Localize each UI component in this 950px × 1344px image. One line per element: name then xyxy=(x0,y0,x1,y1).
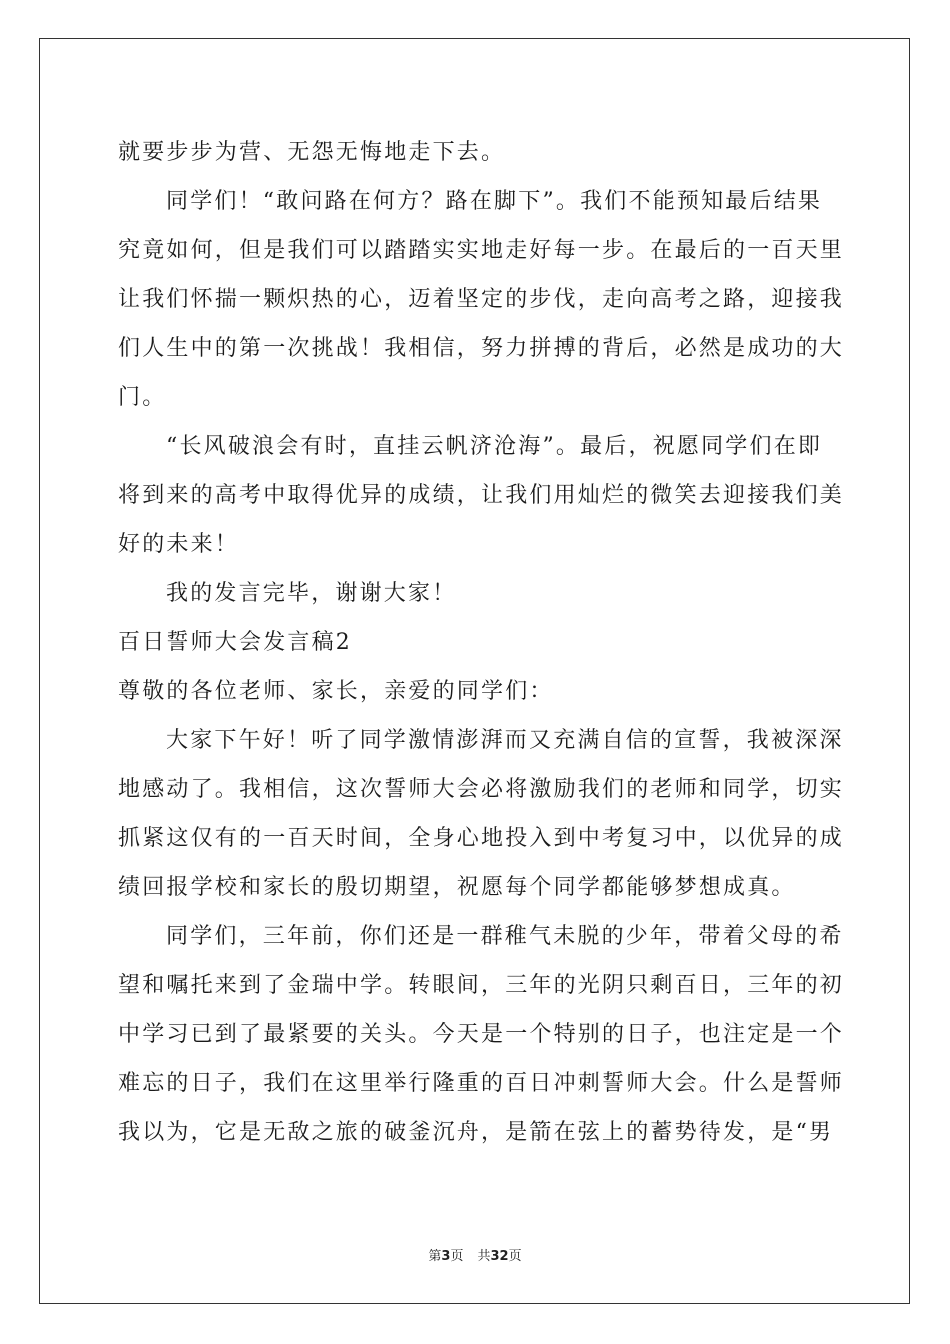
text-line-2: 同学们！“敢问路在何方？路在脚下”。我们不能预知最后结果 xyxy=(166,189,823,214)
text-line-21: 我以为，它是无敌之旅的破釜沉舟，是箭在弦上的蓄势待发，是“男 xyxy=(118,1120,834,1145)
text-line-7: “长风破浪会有时，直挂云帆济沧海”。最后，祝愿同学们在即 xyxy=(166,434,823,459)
text-line-3: 究竟如何，但是我们可以踏踏实实地走好每一步。在最后的一百天里 xyxy=(118,238,845,263)
page-footer xyxy=(0,1245,950,1264)
text-line-20: 难忘的日子，我们在这里举行隆重的百日冲刺誓师大会。什么是誓师 xyxy=(118,1071,845,1096)
document-body xyxy=(118,128,845,1157)
text-line-18: 望和嘱托来到了金瑞中学。转眼间，三年的光阴只剩百日，三年的初 xyxy=(118,973,845,998)
text-line-10: 我的发言完毕，谢谢大家！ xyxy=(166,581,457,606)
text-line-4: 让我们怀揣一颗炽热的心，迈着坚定的步伐，走向高考之路，迎接我 xyxy=(118,287,845,312)
text-line-5: 们人生中的第一次挑战！我相信，努力拼搏的背后，必然是成功的大 xyxy=(118,336,845,361)
page-suffix: 页 xyxy=(450,1249,464,1264)
total-prefix: 共 xyxy=(477,1249,491,1264)
text-line-8: 将到来的高考中取得优异的成绩，让我们用灿烂的微笑去迎接我们美 xyxy=(118,483,845,508)
text-line-14: 地感动了。我相信，这次誓师大会必将激励我们的老师和同学，切实 xyxy=(118,777,845,802)
page-prefix: 第 xyxy=(428,1249,442,1264)
salutation: 尊敬的各位老师、家长，亲爱的同学们： xyxy=(118,679,554,704)
text-line-16: 绩回报学校和家长的殷切期望，祝愿每个同学都能够梦想成真。 xyxy=(118,875,796,900)
total-pages: 32 xyxy=(490,1249,509,1264)
text-line-15: 抓紧这仅有的一百天时间，全身心地投入到中考复习中，以优异的成 xyxy=(118,826,845,851)
text-line-9: 好的未来！ xyxy=(118,532,240,557)
text-line-1: 就要步步为营、无怨无悔地走下去。 xyxy=(118,140,506,165)
section-heading: 百日誓师大会发言稿2 xyxy=(118,630,352,655)
text-line-13: 大家下午好！听了同学激情澎湃而又充满自信的宣誓，我被深深 xyxy=(166,728,844,753)
page-number: 3 xyxy=(441,1249,451,1264)
total-suffix: 页 xyxy=(508,1249,522,1264)
text-line-19: 中学习已到了最紧要的关头。今天是一个特别的日子，也注定是一个 xyxy=(118,1022,845,1047)
text-line-17: 同学们，三年前，你们还是一群稚气未脱的少年，带着父母的希 xyxy=(166,924,844,949)
text-line-6: 门。 xyxy=(118,385,167,410)
